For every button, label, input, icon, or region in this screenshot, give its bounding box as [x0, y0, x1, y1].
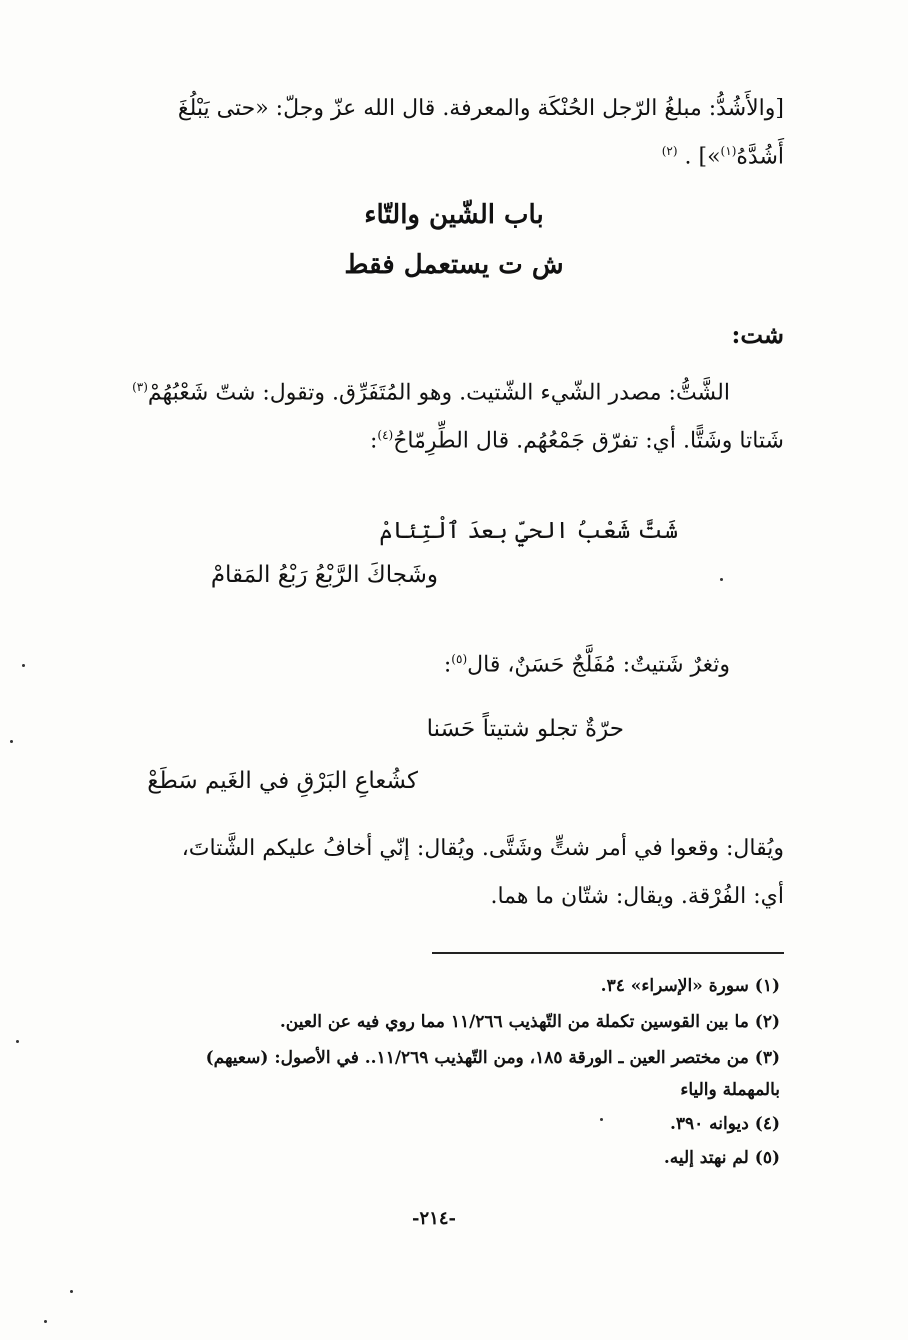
entry-label: شت: [731, 320, 784, 349]
paragraph-2-text: وثغرٌ شَتيتٌ: مُفَلَّجٌ حَسَنٌ، قال [467, 652, 730, 678]
scan-speck [16, 1040, 19, 1043]
intro-bracket-close: »] . [684, 144, 721, 170]
footnote-ref-1: (١) [720, 144, 737, 158]
paragraph-3-line-2: أي: الفُرْقة. ويقال: شتّان ما هما. [490, 884, 784, 909]
footnote-3: (٣) من مختصر العين ـ الورقة ١٨٥، ومن التّهذيب ١١/٢٦٩.. في الأصول: (سعيهم) [205, 1048, 780, 1068]
verse-2-hemistich-1: حرّةٌ تجلو شتيتاً حَسَنا [426, 716, 624, 742]
footnote-4: (٤) ديوانه ٣٩٠. [669, 1114, 780, 1134]
scan-speck [720, 578, 723, 581]
footnote-ref-5: (٥) [451, 652, 468, 666]
verse-1-hemistich-2: وشَجاكَ الرَّبْعُ رَبْعُ المَقامْ [210, 562, 438, 588]
footnote-5: (٥) لم نهتد إليه. [663, 1148, 780, 1168]
scan-speck [22, 664, 25, 667]
scan-speck [600, 1118, 603, 1121]
paragraph-1-line-2 [370, 428, 784, 453]
footnote-ref-3: (٣) [132, 380, 148, 394]
sub-heading: ش ت يستعمل فقط [344, 250, 564, 280]
scan-speck [44, 1320, 47, 1323]
scan-speck [10, 740, 13, 743]
intro-line-1 [178, 96, 784, 121]
quran-word: أَشُدَّهُ [736, 144, 784, 170]
paragraph-1-colon: : [369, 428, 378, 454]
footnote-ref-2: (٢) [661, 144, 678, 158]
page-number: -٢١٤- [412, 1208, 456, 1229]
paragraph-1-line-1 [132, 380, 730, 405]
footnote-2: (٢) ما بين القوسين تكملة من التّهذيب ١١/٢٦٦ مما روي فيه عن العين. [279, 1012, 780, 1032]
verse-1-hemistich-1: شَتَّ شَعْبُ الحيِّ بعدَ ٱلْتِئامْ [379, 518, 678, 544]
paragraph-2 [444, 652, 730, 677]
paragraph-2-colon: : [443, 652, 452, 678]
paragraph-3-line-1: ويُقال: وقعوا في أمر شتٍّ وشَتَّى. ويُقال: إنّي أخافُ عليكم الشَّتاتَ، [181, 836, 784, 861]
intro-line-2 [662, 144, 784, 169]
paragraph-1-line-2-text: شَتاتا وشَتًّا. أي: تفرّق جَمْعُهُم. قال الطِّرِمّاحُ [393, 428, 784, 454]
footnote-3-continuation: بالمهملة والياء [680, 1080, 780, 1100]
footnote-1: (١) سورة «الإسراء» ٣٤. [600, 976, 780, 996]
footnote-ref-4: (٤) [377, 428, 394, 442]
paragraph-1-line-1-text: الشَّتُّ: مصدر الشّيء الشّتيت. وهو المُتَفَرِّق. وتقول: شتّ شَعْبُهُمْ [147, 380, 730, 406]
scan-speck [70, 1290, 73, 1293]
intro-line-1-text: [والأَشُدُّ: مبلغُ الرّجل الحُنْكَة والمعرفة. قال الله عزّ وجلّ: «حتى يَبْلُغَ [177, 96, 784, 121]
chapter-heading: باب الشّين والتّاء [364, 200, 544, 230]
verse-2-hemistich-2: كشُعاعِ البَرْقِ في الغَيم سَطَعْ [147, 768, 418, 794]
footnote-separator [432, 952, 784, 954]
